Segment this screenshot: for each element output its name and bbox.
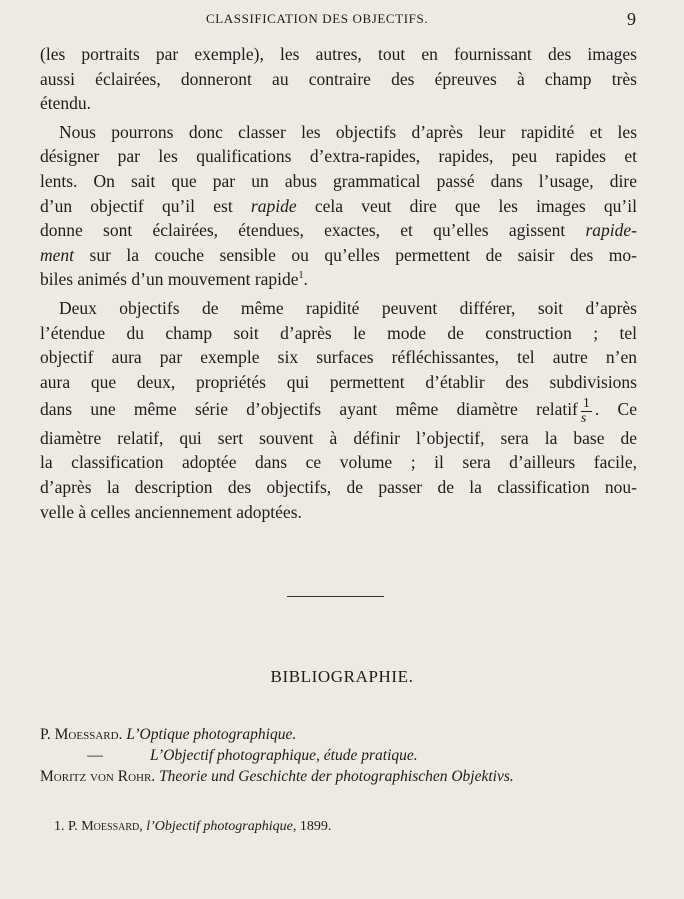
fraction xyxy=(581,397,592,426)
text-run: cela veut dire que les images qu’il xyxy=(296,195,637,216)
footnote-year: 1899. xyxy=(299,819,332,834)
bibliography-heading: BIBLIOGRAPHIE. xyxy=(270,667,414,686)
text-line: velle à celles anciennement adoptées. xyxy=(40,501,302,522)
text-line: étendu. xyxy=(40,93,92,114)
text-run: d’un objectif qu’il est xyxy=(40,195,251,216)
text-line xyxy=(40,218,637,243)
paragraph-1 xyxy=(40,42,637,116)
entry-title: L’Optique photographique. xyxy=(126,726,297,743)
text-line: l’étendue du champ soit d’après le mode de construction ; tel xyxy=(40,322,637,343)
ditto-dash: — xyxy=(87,747,103,764)
text-line: diamètre relatif, qui sert souvent à définir l’objectif, sera la base de xyxy=(40,427,637,448)
paragraph-2 xyxy=(40,120,637,292)
text-line: aussi éclairées, donneront au contraire des épreuves à champ très xyxy=(40,68,637,89)
entry-author: P. Moessard. xyxy=(40,726,123,743)
emphasis-ment: ment xyxy=(40,244,75,265)
text-line: Nous pourrons donc classer les objectifs d’après leur rapidité et les xyxy=(59,121,637,142)
text-line: désigner par les qualifications d’extra-rapides, rapides, peu rapides et xyxy=(40,146,637,167)
text-line: d’après la description des objectifs, de passer de la classification nou- xyxy=(40,476,637,497)
body-text xyxy=(40,42,637,528)
footnote-title: l’Objectif photographique, xyxy=(146,819,297,834)
emphasis-rapide: rapide xyxy=(250,195,297,216)
section-divider xyxy=(287,596,384,597)
bibliography-entry xyxy=(40,745,650,766)
running-title: CLASSIFICATION DES OBJECTIFS. xyxy=(206,11,429,26)
text-line xyxy=(40,194,637,219)
footnote-author: P. Moessard, xyxy=(68,819,143,834)
text-line: Deux objectifs de même rapidité peuvent différer, soit d’après xyxy=(59,297,637,318)
footnote-ref: 1 xyxy=(298,270,304,282)
bibliography-entry xyxy=(40,766,650,787)
fraction-numerator: 1 xyxy=(582,395,590,411)
text-line xyxy=(40,243,637,268)
text-line: lents. On sait que par un abus grammatical passé dans l’usage, dire xyxy=(40,170,637,191)
page-number: 9 xyxy=(627,9,636,29)
entry-title: L’Objectif photographique, étude pratique. xyxy=(150,747,418,764)
entry-author: Moritz von Rohr. xyxy=(40,768,156,785)
text-line: objectif aura par exemple six surfaces réfléchissantes, tel autre n’en xyxy=(40,347,637,368)
text-run: . xyxy=(303,269,308,290)
fraction-denominator: s xyxy=(580,410,587,426)
bibliography-entry xyxy=(40,724,650,745)
footnote xyxy=(54,819,331,835)
bibliography-list xyxy=(40,724,650,787)
text-line: aura que deux, propriétés qui permettent d’établir des subdivisions xyxy=(40,371,637,392)
text-run: . Ce xyxy=(594,399,637,420)
text-run: donne sont éclairées, étendues, exactes, et qu’elles agissent xyxy=(40,220,586,241)
text-run: biles animés d’un mouvement rapide xyxy=(40,269,299,290)
text-line: la classification adoptée dans ce volume ; il sera d’ailleurs facile, xyxy=(40,452,637,473)
running-header xyxy=(0,9,684,31)
paragraph-3 xyxy=(40,296,637,524)
text-run: sur la couche sensible ou qu’elles permettent de saisir des mo- xyxy=(74,244,637,265)
entry-title: Theorie und Geschichte der photographischen Objektivs. xyxy=(159,768,514,785)
text-line: (les portraits par exemple), les autres, tout en fournissant des images xyxy=(40,44,637,64)
footnote-marker: 1. xyxy=(54,819,65,834)
text-run: dans une même série d’objectifs ayant même diamètre relatif xyxy=(40,399,578,420)
emphasis-rapidement: rapide- xyxy=(585,220,637,241)
text-line xyxy=(40,267,637,292)
text-line xyxy=(40,394,637,425)
